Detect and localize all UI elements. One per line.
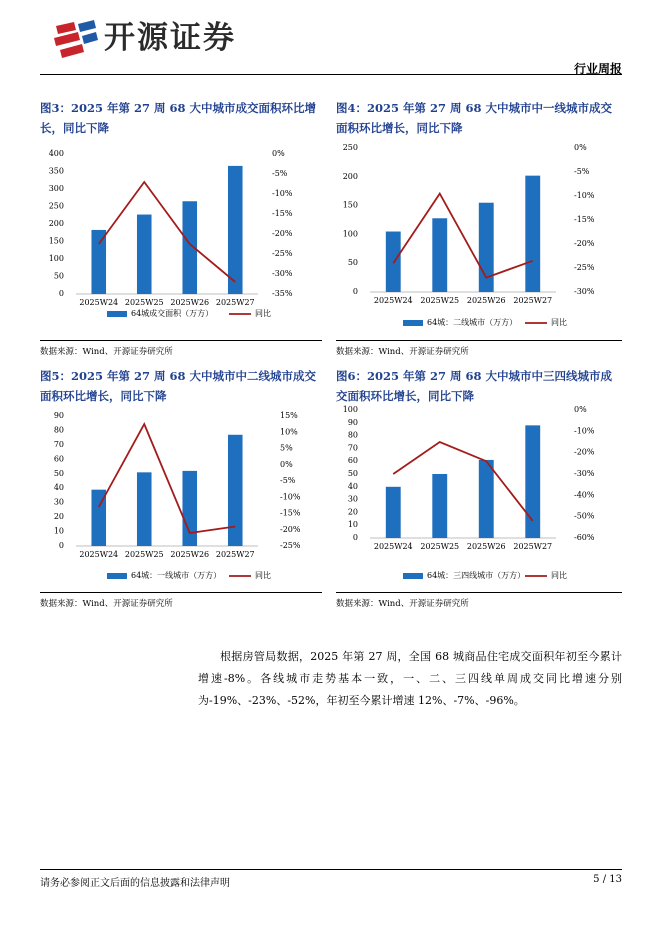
y2-tick-label: -40% [574,490,595,500]
y2-tick-label: 0% [574,143,587,152]
yoy-line [99,424,236,533]
figure-4-source: 数据来源：Wind、开源证券研究所 [336,347,469,357]
bar [137,215,152,294]
legend-line-label: 同比 [551,571,567,580]
bar [228,166,243,294]
y-tick-label: 200 [48,219,64,228]
y2-tick-label: -15% [574,215,595,224]
y-tick-label: 350 [48,166,64,176]
x-tick-label: 2025W24 [373,542,413,551]
figure-6-bottom-rule [336,592,622,593]
y-tick-label: 10 [53,526,64,536]
y-tick-label: 250 [48,201,64,211]
page-number: 5 / 13 [593,874,622,885]
y2-tick-label: -25% [574,263,595,272]
x-tick-label: 2025W24 [373,296,413,305]
y-tick-label: 60 [53,454,64,464]
bar [228,435,243,546]
bar [91,230,106,294]
y-tick-label: 100 [48,254,64,263]
figure-6-chart [336,402,622,586]
legend-bar-label: 64城：二线城市（万方） [427,318,518,327]
y2-tick-label: -20% [272,229,293,238]
bar [432,474,447,538]
x-tick-label: 2025W25 [420,296,460,305]
yoy-line [393,194,533,278]
footer-rule [40,869,622,870]
x-tick-label: 2025W24 [79,298,119,307]
y2-tick-label: -35% [272,289,293,298]
y-tick-label: 0 [58,541,64,550]
y2-tick-label: -25% [272,249,293,258]
y2-tick-label: -20% [280,524,301,534]
figure-5-chart [40,408,322,586]
y-tick-label: 90 [53,411,64,420]
y-tick-label: 40 [53,483,64,493]
y-tick-label: 80 [53,425,64,435]
x-tick-label: 2025W26 [170,550,210,559]
y2-tick-label: -10% [280,492,301,502]
y-tick-label: 10 [347,520,358,530]
y-tick-label: 250 [342,143,358,152]
y-tick-label: 0 [352,533,358,542]
x-tick-label: 2025W27 [215,550,255,559]
y-tick-label: 40 [347,481,358,491]
y2-tick-label: 0% [280,459,293,469]
figure-4-bottom-rule [336,340,622,341]
y2-tick-label: -30% [574,469,595,478]
y-tick-label: 60 [347,456,358,466]
figure-5-source: 数据来源：Wind、开源证券研究所 [40,599,173,609]
legend-line-label: 同比 [551,318,567,327]
figure-3-source: 数据来源：Wind、开源证券研究所 [40,347,173,357]
y-tick-label: 0 [58,289,64,298]
y2-tick-label: -60% [574,533,595,542]
y-tick-label: 300 [48,184,64,193]
brand-logo-icon [52,20,98,60]
y-tick-label: 30 [347,494,358,504]
y-tick-label: 30 [53,497,64,507]
y2-tick-label: 5% [280,443,293,453]
y2-tick-label: 0% [574,405,587,414]
y2-tick-label: -5% [574,167,590,176]
y2-tick-label: -20% [574,447,595,457]
y-tick-label: 400 [48,149,64,158]
y-tick-label: 0 [352,287,358,296]
bar [137,472,152,546]
y2-tick-label: -30% [574,287,595,296]
figure-6-title: 图6：2025 年第 27 周 68 大中城市中三四线城市成交面积环比增长，同比下降 [336,369,613,403]
bar [432,218,447,292]
y2-tick-label: 0% [272,149,285,158]
x-tick-label: 2025W27 [215,298,255,307]
legend-bar-swatch [403,573,423,579]
figure-3-bottom-rule [40,340,322,341]
y-tick-label: 50 [347,469,358,478]
figure-5-bottom-rule [40,592,322,593]
x-tick-label: 2025W25 [124,550,164,559]
legend-bar-swatch [107,573,127,579]
body-paragraph: 根据房管局数据，2025 年第 27 周，全国 68 城商品住宅成交面积年初至今累计增速-8%。各线城市走势基本一致，一、二、三四线单周成交同比增速分别为-19%、-23%、-52%，年初至今累计增速 12%、-7%、-96%。 [198,650,622,707]
x-tick-label: 2025W26 [170,298,210,307]
yoy-line [99,182,236,282]
brand-name: 开源证券 [104,20,236,56]
yoy-line [393,442,533,521]
y2-tick-label: -25% [280,541,301,550]
x-tick-label: 2025W26 [466,542,506,551]
bar [479,460,494,538]
legend-line-label: 同比 [255,571,271,580]
legend-line-label: 同比 [255,309,271,318]
bar [525,425,540,538]
bar [525,176,540,292]
y2-tick-label: -5% [272,169,288,178]
y2-tick-label: -5% [280,476,296,485]
y2-tick-label: -15% [272,209,293,218]
legend-bar-label: 64城：三四线城市（万方） [427,571,526,580]
y-tick-label: 150 [48,236,64,246]
y2-tick-label: -10% [574,426,595,436]
x-tick-label: 2025W25 [420,542,460,551]
y-tick-label: 50 [53,271,64,281]
y2-tick-label: -20% [574,239,595,248]
y2-tick-label: -50% [574,511,595,521]
y2-tick-label: -10% [574,191,595,200]
legend-bar-swatch [403,320,423,326]
x-tick-label: 2025W24 [79,550,119,559]
footer-disclaimer: 请务必参阅正文后面的信息披露和法律声明 [40,878,230,889]
y-tick-label: 80 [347,430,358,440]
figure-6-source: 数据来源：Wind、开源证券研究所 [336,599,469,609]
x-tick-label: 2025W25 [124,298,164,307]
report-type: 行业周报 [573,62,622,76]
y-tick-label: 200 [342,171,358,181]
y-tick-label: 150 [342,200,358,210]
y-tick-label: 90 [347,417,358,427]
legend-bar-label: 64城：一线城市（万方） [131,571,222,580]
y-tick-label: 20 [53,512,64,522]
x-tick-label: 2025W27 [513,296,553,305]
y-tick-label: 50 [53,468,64,478]
legend-bar-label: 64城成交面积（万方） [131,309,214,318]
bar [479,203,494,292]
y-tick-label: 70 [53,439,64,449]
y-tick-label: 20 [347,507,358,517]
y2-tick-label: 15% [280,411,298,420]
legend-bar-swatch [107,311,127,317]
y-tick-label: 100 [342,405,358,414]
bar [386,487,401,538]
x-tick-label: 2025W27 [513,542,553,551]
y-tick-label: 70 [347,443,358,453]
figure-4-title: 图4：2025 年第 27 周 68 大中城市中一线城市成交面积环比增长，同比下降 [336,101,613,135]
figure-5-title: 图5：2025 年第 27 周 68 大中城市中二线城市成交面积环比增长，同比下降 [40,369,317,403]
header-rule [40,74,622,75]
y2-tick-label: -10% [272,189,293,198]
bar [182,471,197,546]
figure-3-chart [40,142,322,332]
y2-tick-label: -15% [280,508,301,518]
y-tick-label: 100 [342,229,358,239]
x-tick-label: 2025W26 [466,296,506,305]
figure-4-chart [336,142,622,332]
y2-tick-label: 10% [280,427,298,437]
y-tick-label: 50 [347,258,358,268]
figure-3-title: 图3：2025 年第 27 周 68 大中城市成交面积环比增长，同比下降 [40,101,317,135]
y2-tick-label: -30% [272,269,293,278]
